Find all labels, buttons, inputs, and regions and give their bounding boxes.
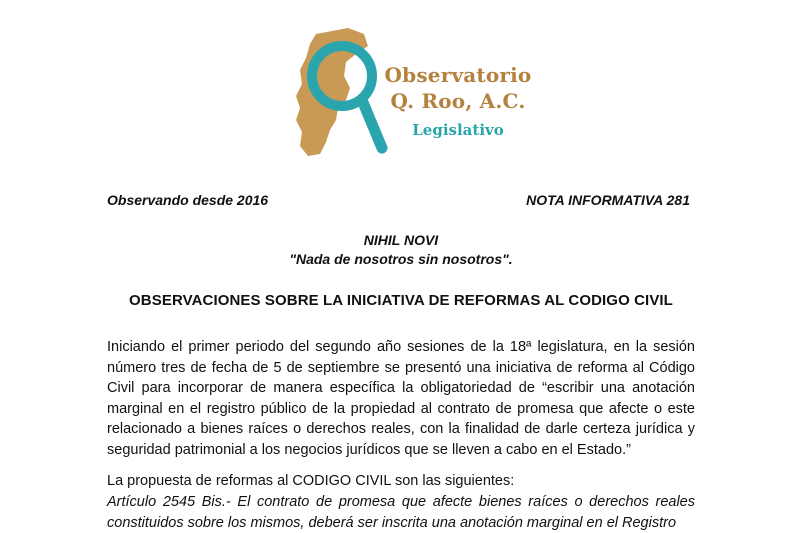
header-since: Observando desde 2016 xyxy=(107,192,269,208)
logo-line-legislativo: Legislativo xyxy=(412,121,504,139)
motto-spanish: "Nada de nosotros sin nosotros". xyxy=(289,251,513,267)
article-paragraph: Artículo 2545 Bis.- El contrato de promesa que afecte bienes raíces o derechos reales constituidos sobre los mismos, deberá ser inscrita una anotación marginal en el Registro xyxy=(107,494,695,531)
proposal-paragraph: La propuesta de reformas al CODIGO CIVIL son las siguientes: xyxy=(107,473,515,489)
logo-line-qroo: Q. Roo, A.C. xyxy=(390,89,526,113)
logo-line-observatorio: Observatorio xyxy=(384,63,532,87)
header-note-number: NOTA INFORMATIVA 281 xyxy=(526,192,690,208)
organization-logo xyxy=(286,24,536,164)
document-title: OBSERVACIONES SOBRE LA INICIATIVA DE REFORMAS AL CODIGO CIVIL xyxy=(129,292,673,309)
logo-wordmark xyxy=(378,62,538,142)
motto-latin: NIHIL NOVI xyxy=(363,232,439,248)
intro-paragraph: Iniciando el primer periodo del segundo año sesiones de la 18ª legislatura, en la sesión número tres de fecha de 5 de septiembre se presentó una iniciativa de reforma al Código Civil para incorporar de manera específica la obligatoriedad de “escribir una anotación marginal en el registro público de la propiedad al contrato de promesa que afecte o este relacionado a bienes raíces o derechos reales, con la finalidad de darle certeza jurídica y seguridad patrimonial a los negocios jurídicos que se lleven a cabo en el Estado.” xyxy=(107,339,695,458)
